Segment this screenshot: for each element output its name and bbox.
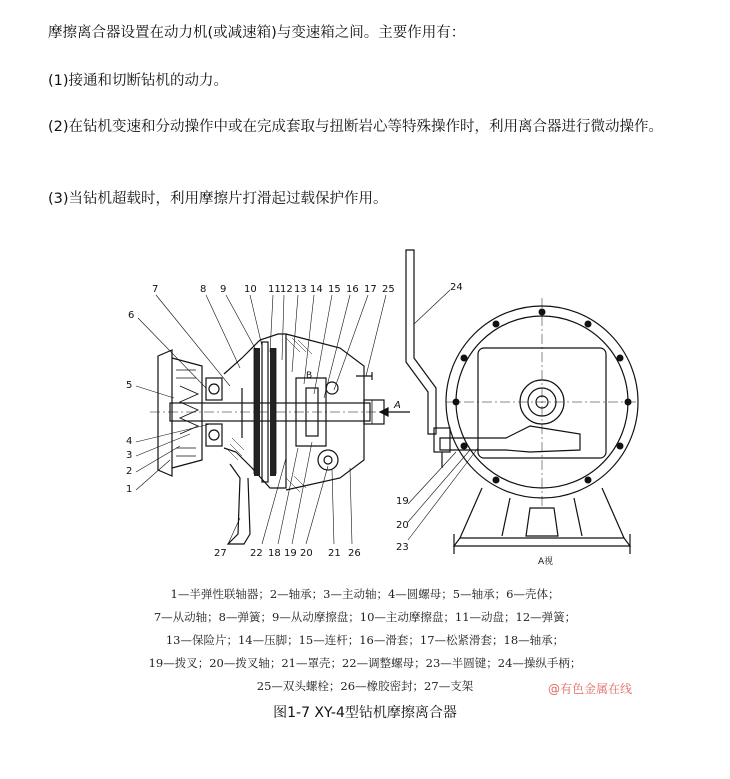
callout-21: 21: [328, 548, 341, 559]
paragraph-function-3: (3)当钻机超载时，利用摩擦片打滑起过载保护作用。: [48, 191, 388, 207]
callout-7: 7: [152, 284, 159, 295]
callout-19-view: 19: [396, 496, 409, 507]
callout-9: 9: [220, 284, 227, 295]
callout-10: 10: [244, 284, 257, 295]
callout-20-view: 20: [396, 520, 409, 531]
paragraph-function-2: (2)在钻机变速和分动操作中或在完成套取与扭断岩心等特殊操作时，利用离合器进行微动操作。: [48, 119, 664, 135]
callout-5: 5: [126, 380, 133, 391]
legend-line: 1—半弹性联轴器；2—轴承；3—主动轴；4—圆螺母；5—轴承；6—壳体；: [170, 587, 560, 601]
legend-line: 19—拨叉；20—拨叉轴；21—罩壳；22—调整螺母；23—半圆键；24—操纵手柄；: [148, 656, 582, 670]
legend-line: 13—保险片；14—压脚；15—连杆；16—滑套；17—松紧滑套；18—轴承；: [165, 633, 565, 647]
callout-17: 17: [364, 284, 377, 295]
callout-20: 20: [300, 548, 313, 559]
callout-4: 4: [126, 436, 133, 447]
watermark: @有色金属在线: [548, 682, 633, 696]
callout-labels: [126, 282, 553, 567]
callout-23: 23: [396, 542, 409, 553]
callout-6: 6: [128, 310, 135, 321]
label-b: B: [306, 371, 313, 381]
callout-24: 24: [450, 282, 463, 293]
paragraph-intro: 摩擦离合器设置在动力机(或减速箱)与变速箱之间。主要作用有：: [48, 25, 466, 41]
legend-line: 25—双头螺栓；26—橡胶密封；27—支架: [256, 679, 474, 693]
callout-25: 25: [382, 284, 395, 295]
callout-27: 27: [214, 548, 227, 559]
callout-18: 18: [268, 548, 281, 559]
sectional-view: [150, 334, 410, 544]
leader-lines: [136, 290, 478, 544]
callout-26: 26: [348, 548, 361, 559]
callout-1: 1: [126, 484, 133, 495]
callout-11: 11: [268, 284, 281, 295]
callout-14: 14: [310, 284, 323, 295]
label-arrow-a: A: [394, 400, 401, 411]
callout-19: 19: [284, 548, 297, 559]
figure-caption: 图1-7 XY-4型钻机摩擦离合器: [273, 705, 457, 721]
callout-15: 15: [328, 284, 341, 295]
callout-2: 2: [126, 466, 133, 477]
a-view: [406, 250, 638, 554]
paragraph-function-1: (1)接通和切断钻机的动力。: [48, 73, 229, 89]
callout-16: 16: [346, 284, 359, 295]
clutch-technical-drawing: [110, 238, 670, 568]
callout-3: 3: [126, 450, 133, 461]
callout-12: 12: [280, 284, 293, 295]
callout-13: 13: [294, 284, 307, 295]
callout-8: 8: [200, 284, 207, 295]
legend-line: 7—从动轴；8—弹簧；9—从动摩擦盘；10—主动摩擦盘；11—动盘；12—弹簧；: [153, 610, 577, 624]
view-label: A视: [538, 557, 554, 567]
callout-22: 22: [250, 548, 263, 559]
